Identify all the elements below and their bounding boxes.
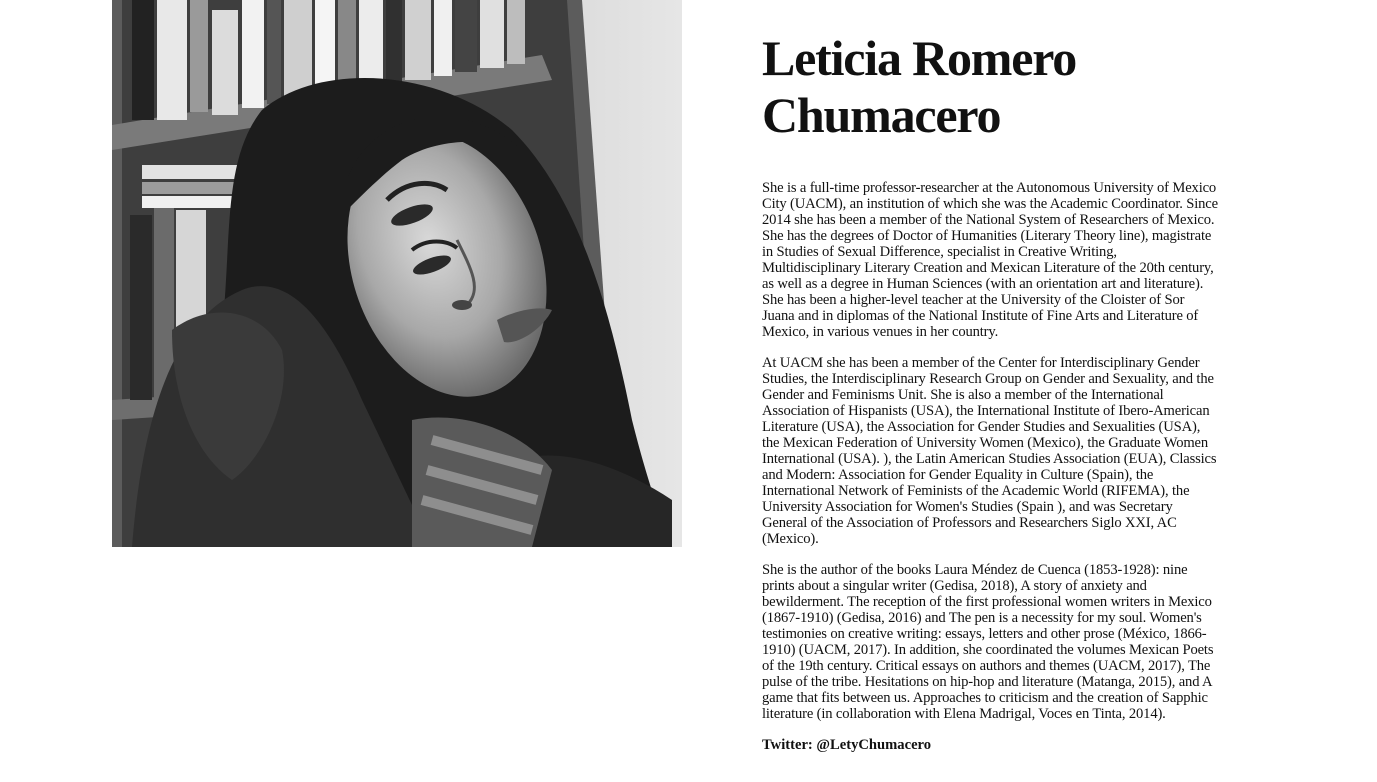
portrait-photo [112, 0, 682, 547]
bio-paragraph-2: At UACM she has been a member of the Center for Interdisciplinary Gender Studies, the Interdisciplinary Research Group on Gender and Sexuality, and the Gender and Feminisms Unit. She is also a member of the International Association of Hispanists (USA), the International Institute of Ibero-American Literature (USA), the Association for Gender Studies and Sexualities (USA), the Mexican Federation of University Women (Mexico), the Graduate Women International (USA). ), the Latin American Studies Association (EUA), Classics and Modern: Association for Gender Equality in Culture (Spain), the International Network of Feminists of the Academic World (RIFEMA), the University Association for Women's Studies (Spain ), and was Secretary General of the Association of Professors and Researchers Siglo XXI, AC (Mexico). [762, 355, 1217, 547]
twitter-handle: Twitter: @LetyChumacero [762, 737, 932, 753]
bio-section [762, 30, 1218, 753]
bio-paragraph-1: She is a full-time professor-researcher at the Autonomous University of Mexico City (UACM), an institution of which she was the Academic Coordinator. Since 2014 she has been a member of the National System of Researchers of Mexico. She has the degrees of Doctor of Humanities (Literary Theory line), magistrate in Studies of Sexual Difference, specialist in Creative Writing, Multidisciplinary Literary Creation and Mexican Literature of the 20th century, as well as a degree in Human Sciences (with an orientation art and literature). She has been a higher-level teacher at the University of the Cloister of Sor Juana and in diplomas of the National Institute of Fine Arts and Literature of Mexico, in various venues in her country. [762, 180, 1218, 340]
page-title: Leticia Romero Chumacero [762, 30, 1077, 143]
bio-paragraph-3: She is the author of the books Laura Méndez de Cuenca (1853-1928): nine prints about a singular writer (Gedisa, 2018), A story of anxiety and bewilderment. The reception of the first professional women writers in Mexico (1867-1910) (Gedisa, 2016) and The pen is a necessity for my soul. Women's testimonies on creative writing: essays, letters and other prose (México, 1866-1910) (UACM, 2017). In addition, she coordinated the volumes Mexican Poets of the 19th century. Critical essays on authors and themes (UACM, 2017), The pulse of the tribe. Hesitations on hip-hop and literature (Matanga, 2015), and A game that fits between us. Approaches to criticism and the creation of Sapphic literature (in collaboration with Elena Madrigal, Voces en Tinta, 2014). [762, 562, 1214, 722]
